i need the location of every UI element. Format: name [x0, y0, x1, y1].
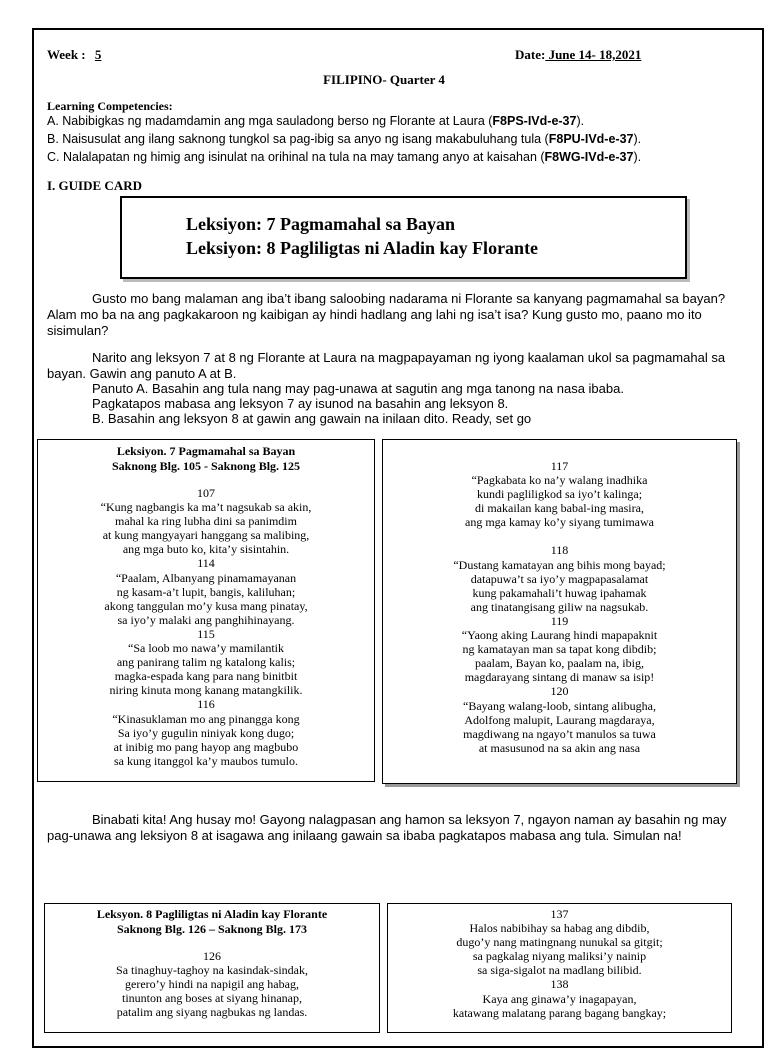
stanza-number: 126: [203, 949, 221, 963]
stanza-number: 137: [550, 907, 569, 921]
verse-line: Kaya ang ginawa’y inagapayan,: [482, 991, 637, 1006]
verse-line: ang panirang talim ng katalong kalis;: [116, 655, 296, 670]
competency-b: [47, 132, 641, 146]
intro-text: Gusto mo bang malaman ang iba’t ibang saloobing nadarama ni Florante sa kanyang pagmamahal sa bayan? Alam mo ba na ang pagkakaroon ng kaibigan ay hindi hadlang ang lahi ng isa’t isa? Kung gusto mo, paano mo ito sisimulan?: [47, 291, 726, 338]
verse-line: Adolfong malupit, Laurang magdaraya,: [464, 712, 655, 727]
verse-line: ang tinatangisang giliw na nagsukab.: [470, 599, 649, 614]
verse-line: magdarayang sintang di manaw sa isip!: [464, 670, 655, 685]
stanza-number: 116: [197, 697, 215, 712]
verse-line: at kung mangyayari hanggang sa malibing,: [102, 528, 310, 543]
competency-text: C. Nalalapatan ng himig ang isinulat na orihinal na tula na may tamang anyo at kaisahan (: [47, 150, 545, 164]
lesson-title-box: [120, 196, 687, 279]
verse-line: ng kasam-a’t lupit, bangis, kaliluhan;: [116, 584, 296, 599]
verse-line: akong tanggulan mo’y kusa mang pinatay,: [104, 598, 308, 613]
verse-line: magka-espada kang para nang binitbit: [114, 669, 298, 684]
stanza-list: [38, 486, 374, 768]
lesson-7-poem-box-right: [382, 439, 737, 784]
week-value: 5: [94, 47, 102, 62]
competency-text: A. Nabibigkas ng madamdamin ang mga sauladong berso ng Florante at Laura (: [47, 114, 493, 128]
competency-c: [47, 150, 641, 164]
verse-line: ang mga buto ko, kita’y sisintahin.: [122, 542, 290, 557]
stanza-number: 114: [197, 556, 215, 571]
verse-line: “Kung nagbangis ka ma’t nagsukab sa akin,: [100, 500, 312, 515]
instructions-paragraph: [47, 350, 727, 382]
verse-line: sa iyo’y malaki ang panghihinayang.: [117, 612, 295, 627]
verse-line: Halos nabibihay sa habag ang dibdib,: [469, 921, 650, 936]
verse-line: mahal ka ring lubha dini sa panimdim: [115, 514, 297, 529]
instructions-text: Narito ang leksyon 7 at 8 ng Florante at Laura na magpapayaman ng iyong kaalaman ukol sa pagmamahal sa bayan. Gawin ang panuto A at B.: [47, 350, 726, 381]
transition-paragraph: [47, 812, 727, 844]
lesson-7-poem-range: Saknong Blg. 105 - Saknong Blg. 125: [111, 458, 301, 473]
lesson-8-poem-box-left: [44, 903, 380, 1033]
intro-paragraph: [47, 291, 727, 339]
verse-line: Sa iyo’y gugulin niniyak kong dugo;: [117, 725, 295, 740]
instruction-a: Panuto A. Basahin ang tula nang may pag-unawa at sagutin ang mga tanong na nasa ibaba.: [92, 381, 624, 396]
verse-line: paalam, Bayan ko, paalam na, ibig,: [475, 656, 644, 671]
stanza-number: 117: [550, 459, 569, 473]
verse-line: katawang malatang parang bagang bangkay;: [452, 1005, 667, 1020]
verse-line: gerero’y hindi na napigil ang habag,: [125, 977, 299, 992]
verse-line: dugo’y nang matingnang nunukal sa gitgit;: [456, 935, 663, 950]
stanza-list: [383, 459, 736, 755]
stanza-list: [45, 949, 379, 1019]
lesson-7-title: Leksiyon: 7 Pagmamahal sa Bayan: [186, 214, 456, 234]
stanza-number: 115: [197, 626, 215, 641]
lesson-8-title: Leksiyon: 8 Pagliligtas ni Aladin kay Florante: [186, 238, 539, 258]
verse-line: “Sa loob mo nawa’y mamilantik: [128, 641, 284, 656]
week-label: Week :: [47, 47, 86, 62]
instruction-b: B. Basahin ang leksyon 8 at gawin ang gawain na inilaan dito. Ready, set go: [92, 411, 532, 426]
competency-end: ).: [633, 150, 642, 164]
verse-line: kung pakamahali’t huwag ipahamak: [472, 585, 647, 600]
verse-line: kundi pagliligkod sa iyo’t kalinga;: [476, 487, 643, 502]
date-value: June 14- 18,2021: [545, 47, 642, 62]
verse-line: datapuwa’t sa iyo’y magpapasalamat: [470, 571, 649, 586]
stanza-number: 118: [550, 543, 569, 558]
verse-line: niring kinuta mong kanang matangkilik.: [109, 683, 303, 698]
verse-line: “Yaong aking Laurang hindi mapapaknit: [461, 628, 658, 643]
date-field: [515, 47, 641, 63]
competency-a: [47, 114, 584, 128]
verse-line: sa pagkalag niyang maliksi’y nainip: [472, 949, 647, 964]
verse-line: “Paalam, Albanyang pinamamayanan: [115, 570, 297, 585]
verse-line: “Pagkabata ko na’y walang inadhika: [471, 473, 648, 488]
verse-line: sa kung itanggol ka’y maubos tumulo.: [114, 753, 298, 768]
lesson-7-poem-title: Leksiyon. 7 Pagmamahal sa Bayan: [116, 444, 296, 458]
verse-line: “Dustang kamatayan ang bihis mong bayad;: [453, 557, 666, 572]
stanza-number: 119: [550, 613, 569, 628]
instruction-a-continued: Pagkatapos mabasa ang leksyon 7 ay isunod na basahin ang leksyon 8.: [92, 396, 509, 411]
lesson-7-poem-box-left: [37, 439, 375, 782]
subject-title: FILIPINO- Quarter 4: [323, 72, 445, 87]
lesson-8-poem-title: Leksyon. 8 Pagliligtas ni Aladin kay Florante: [96, 907, 328, 921]
verse-line: “Kinasuklaman mo ang pinangga kong: [112, 711, 300, 726]
verse-line: ang mga kamay ko’y siyang tumimawa: [465, 515, 654, 530]
lesson-8-poem-range: Saknong Blg. 126 – Saknong Blg. 173: [116, 921, 308, 936]
lesson-8-poem-box-right: [387, 903, 732, 1033]
verse-line: “Bayang walang-loob, sintang alibugha,: [463, 698, 656, 713]
competency-end: ).: [576, 114, 585, 128]
competency-end: ).: [633, 132, 642, 146]
verse-line: ng kamatayan man sa tapat kong dibdib;: [462, 642, 657, 657]
stanza-number: 120: [550, 684, 569, 699]
verse-line: at inibig mo pang hayop ang magbubo: [113, 739, 299, 754]
verse-line: sa siga-sigalot na madlang bilibid.: [477, 963, 642, 978]
verse-line: di makailan kang babal-ing masira,: [475, 501, 644, 516]
competencies-title: Learning Competencies:: [47, 99, 173, 113]
stanza-list: [388, 907, 731, 1020]
date-label: Date:: [515, 47, 546, 62]
competency-text: B. Naisusulat ang ilang saknong tungkol sa pag-ibig sa anyo ng isang makabuluhang tula (: [47, 132, 549, 146]
guide-card-heading: I. GUIDE CARD: [47, 178, 142, 193]
verse-line: patalim ang siyang nagbukas ng landas.: [116, 1005, 308, 1020]
stanza-number: 138: [550, 977, 569, 992]
stanza-number: 107: [197, 486, 215, 500]
competency-code: F8WG-IVd-e-37: [544, 150, 634, 164]
competency-code: F8PS-IVd-e-37: [492, 114, 577, 128]
verse-line: magdiwang na ngayo’t manulos sa tuwa: [463, 726, 656, 741]
competency-code: F8PU-IVd-e-37: [548, 132, 634, 146]
verse-line: tinunton ang boses at siyang hinanap,: [122, 991, 302, 1006]
week-field: [47, 47, 101, 63]
verse-line: Sa tinaghuy-taghoy na kasindak-sindak,: [116, 963, 308, 978]
transition-text: Binabati kita! Ang husay mo! Gayong nalagpasan ang hamon sa leksyon 7, ngayon naman ay basahin ng may pag-unawa ang leksiyon 8 at isagawa ang inilaang gawain sa ibaba pagkatapos mabasa ang tula. Simulan na!: [47, 812, 727, 843]
verse-line: at masusunod na sa akin ang nasa: [478, 740, 641, 755]
